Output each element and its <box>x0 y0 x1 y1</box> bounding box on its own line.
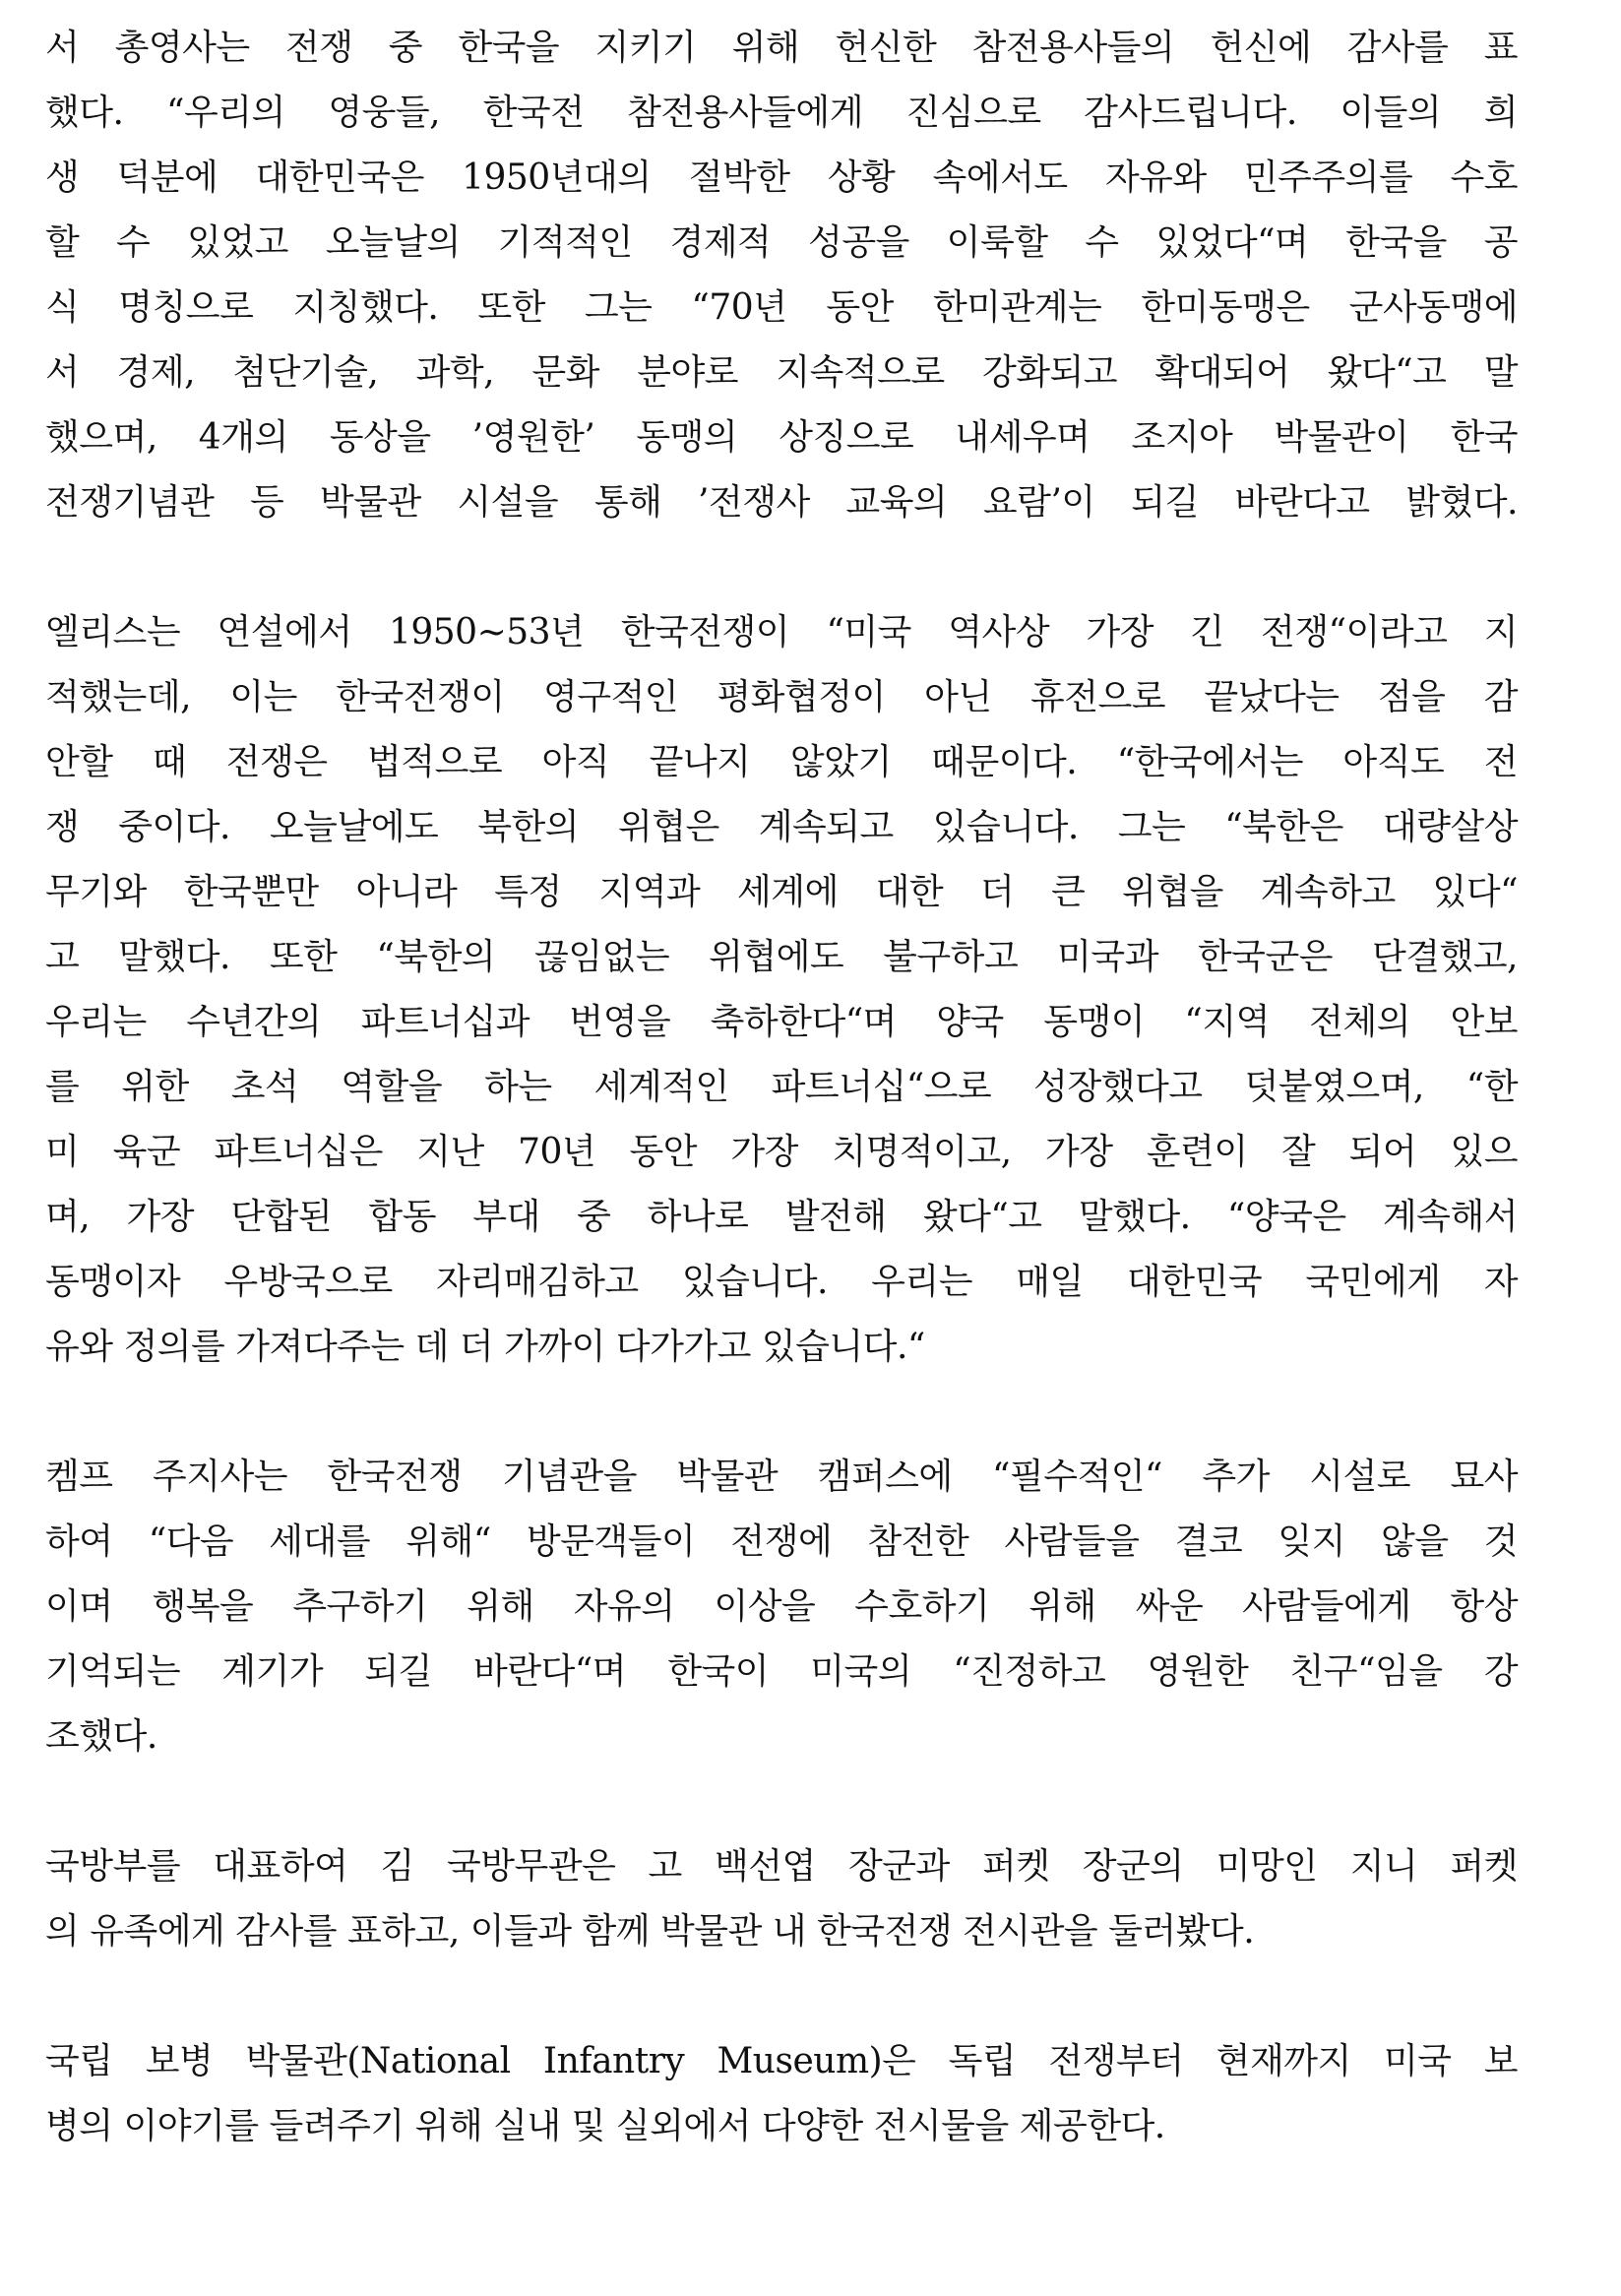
paragraph-spacer <box>45 1769 1518 1834</box>
text-line: 무기와 한국뿐만 아니라 특정 지역과 세계에 대한 더 큰 위협을 계속하고 있다“ <box>45 872 1518 912</box>
text-line: 엘리스는 연설에서 1950~53년 한국전쟁이 “미국 역사상 가장 긴 전쟁“이라고 지 <box>45 612 1518 652</box>
paragraph-ellis-speech <box>45 600 1518 1380</box>
text-line: 동맹이자 우방국으로 자리매김하고 있습니다. 우리는 매일 대한민국 국민에게 자 <box>45 1262 1518 1302</box>
paragraph-consul-general <box>45 0 1518 535</box>
text-line: 유와 정의를 가져다주는 데 더 가까이 다가가고 있습니다.“ <box>45 1327 925 1367</box>
text-line: 했으며, 4개의 동상을 ’영원한’ 동맹의 상징으로 내세우며 조지아 박물관이 한국 <box>45 417 1518 458</box>
text-line: 쟁 중이다. 오늘날에도 북한의 위협은 계속되고 있습니다. 그는 “북한은 대량살상 <box>45 807 1518 847</box>
text-line: 식 명칭으로 지칭했다. 또한 그는 “70년 동안 한미관계는 한미동맹은 군사동맹에 <box>45 287 1518 328</box>
text-line: 병의 이야기를 들려주기 위해 실내 및 실외에서 다양한 전시물을 제공한다. <box>45 2106 1165 2146</box>
text-line: 이며 행복을 추구하기 위해 자유의 이상을 수호하기 위해 싸운 사람들에게 항상 <box>45 1586 1518 1627</box>
paragraph-infantry-museum <box>45 2029 1518 2159</box>
document-page <box>45 0 1518 2296</box>
text-line: 할 수 있었고 오늘날의 기적적인 경제적 성공을 이룩할 수 있었다“며 한국을 공 <box>45 222 1518 263</box>
text-line: 기억되는 계기가 되길 바란다“며 한국이 미국의 “진정하고 영원한 친구“임을 강 <box>45 1651 1518 1692</box>
text-line: 국방부를 대표하여 김 국방무관은 고 백선엽 장군과 퍼켓 장군의 미망인 지니 퍼켓 <box>45 1846 1518 1887</box>
paragraph-governor-kemp <box>45 1445 1518 1769</box>
paragraph-defense-attache <box>45 1834 1518 1964</box>
text-line: 며, 가장 단합된 합동 부대 중 하나로 발전해 왔다“고 말했다. “양국은 계속해서 <box>45 1197 1518 1237</box>
text-line: 켐프 주지사는 한국전쟁 기념관을 박물관 캠퍼스에 “필수적인“ 추가 시설로 묘사 <box>45 1457 1518 1497</box>
text-line: 고 말했다. 또한 “북한의 끊임없는 위협에도 불구하고 미국과 한국군은 단결했고, <box>45 937 1518 977</box>
text-line: 우리는 수년간의 파트너십과 번영을 축하한다“며 양국 동맹이 “지역 전체의 안보 <box>45 1002 1518 1042</box>
text-line: 미 육군 파트너십은 지난 70년 동안 가장 치명적이고, 가장 훈련이 잘 되어 있으 <box>45 1132 1518 1172</box>
text-line: 를 위한 초석 역할을 하는 세계적인 파트너십“으로 성장했다고 덧붙였으며, “한 <box>45 1067 1518 1107</box>
text-line: 안할 때 전쟁은 법적으로 아직 끝나지 않았기 때문이다. “한국에서는 아직도 전 <box>45 742 1518 782</box>
text-line: 했다. “우리의 영웅들, 한국전 참전용사들에게 진심으로 감사드립니다. 이들의 희 <box>45 93 1518 133</box>
text-line: 서 경제, 첨단기술, 과학, 문화 분야로 지속적으로 강화되고 확대되어 왔다“고 말 <box>45 352 1518 393</box>
paragraph-spacer <box>45 535 1518 600</box>
text-line: 하여 “다음 세대를 위해“ 방문객들이 전쟁에 참전한 사람들을 결코 잊지 않을 것 <box>45 1521 1518 1562</box>
text-line: 조했다. <box>45 1716 157 1757</box>
paragraph-spacer <box>45 1964 1518 2029</box>
paragraph-spacer <box>45 1380 1518 1445</box>
text-line: 서 총영사는 전쟁 중 한국을 지키기 위해 헌신한 참전용사들의 헌신에 감사를 표 <box>45 28 1518 68</box>
text-line: 의 유족에게 감사를 표하고, 이들과 함께 박물관 내 한국전쟁 전시관을 둘러봤다. <box>45 1911 1255 1952</box>
text-line: 전쟁기념관 등 박물관 시설을 통해 ’전쟁사 교육의 요람’이 되길 바란다고 밝혔다. <box>45 482 1518 523</box>
text-line: 국립 보병 박물관(National Infantry Museum)은 독립 전쟁부터 현재까지 미국 보 <box>45 2041 1518 2081</box>
text-line: 생 덕분에 대한민국은 1950년대의 절박한 상황 속에서도 자유와 민주주의를 수호 <box>45 157 1518 198</box>
text-line: 적했는데, 이는 한국전쟁이 영구적인 평화협정이 아닌 휴전으로 끝났다는 점을 감 <box>45 677 1518 717</box>
